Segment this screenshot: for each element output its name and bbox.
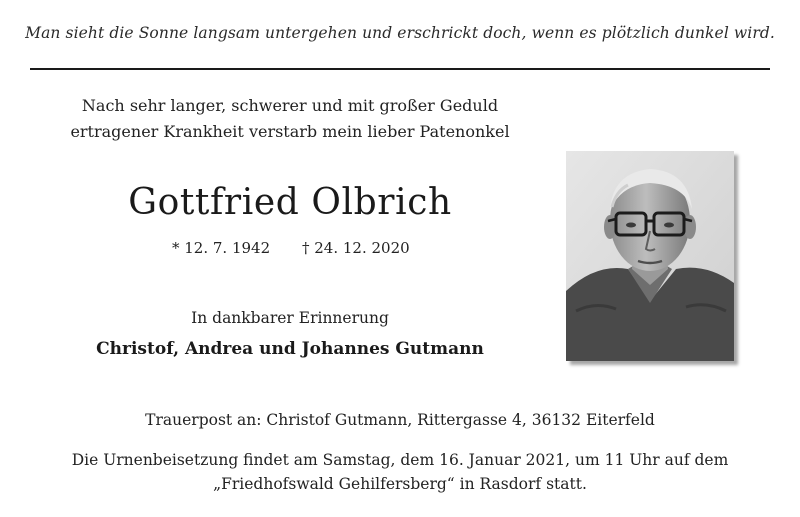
quote-text: Man sieht die Sonne langsam untergehen und erschrickt doch, wenn es plötzlich dunkel wird.: [25, 24, 775, 42]
death-date: † 24. 12. 2020: [302, 239, 410, 257]
mourning-post-address: Trauerpost an: Christof Gutmann, Rittergasse 4, 36132 Eiterfeld: [145, 411, 655, 429]
memory-text: In dankbarer Erinnerung: [191, 309, 389, 327]
family-names: Christof, Andrea und Johannes Gutmann: [96, 339, 484, 359]
burial-notice: [0, 448, 800, 496]
intro-line-1: Nach sehr langer, schwerer und mit großer Geduld: [81, 96, 499, 115]
intro-line-2: ertragener Krankheit verstarb mein lieber Patenonkel: [70, 122, 510, 141]
birth-date: * 12. 7. 1942: [172, 239, 271, 257]
burial-line-1: Die Urnenbeisetzung findet am Samstag, dem 16. Januar 2021, um 11 Uhr auf dem: [71, 451, 729, 469]
divider-line: [30, 68, 770, 70]
intro-text: [40, 93, 540, 145]
portrait-photo: [566, 151, 734, 361]
burial-line-2: „Friedhofswald Gehilfersberg“ in Rasdorf statt.: [213, 475, 587, 493]
deceased-name: Gottfried Olbrich: [128, 182, 452, 223]
